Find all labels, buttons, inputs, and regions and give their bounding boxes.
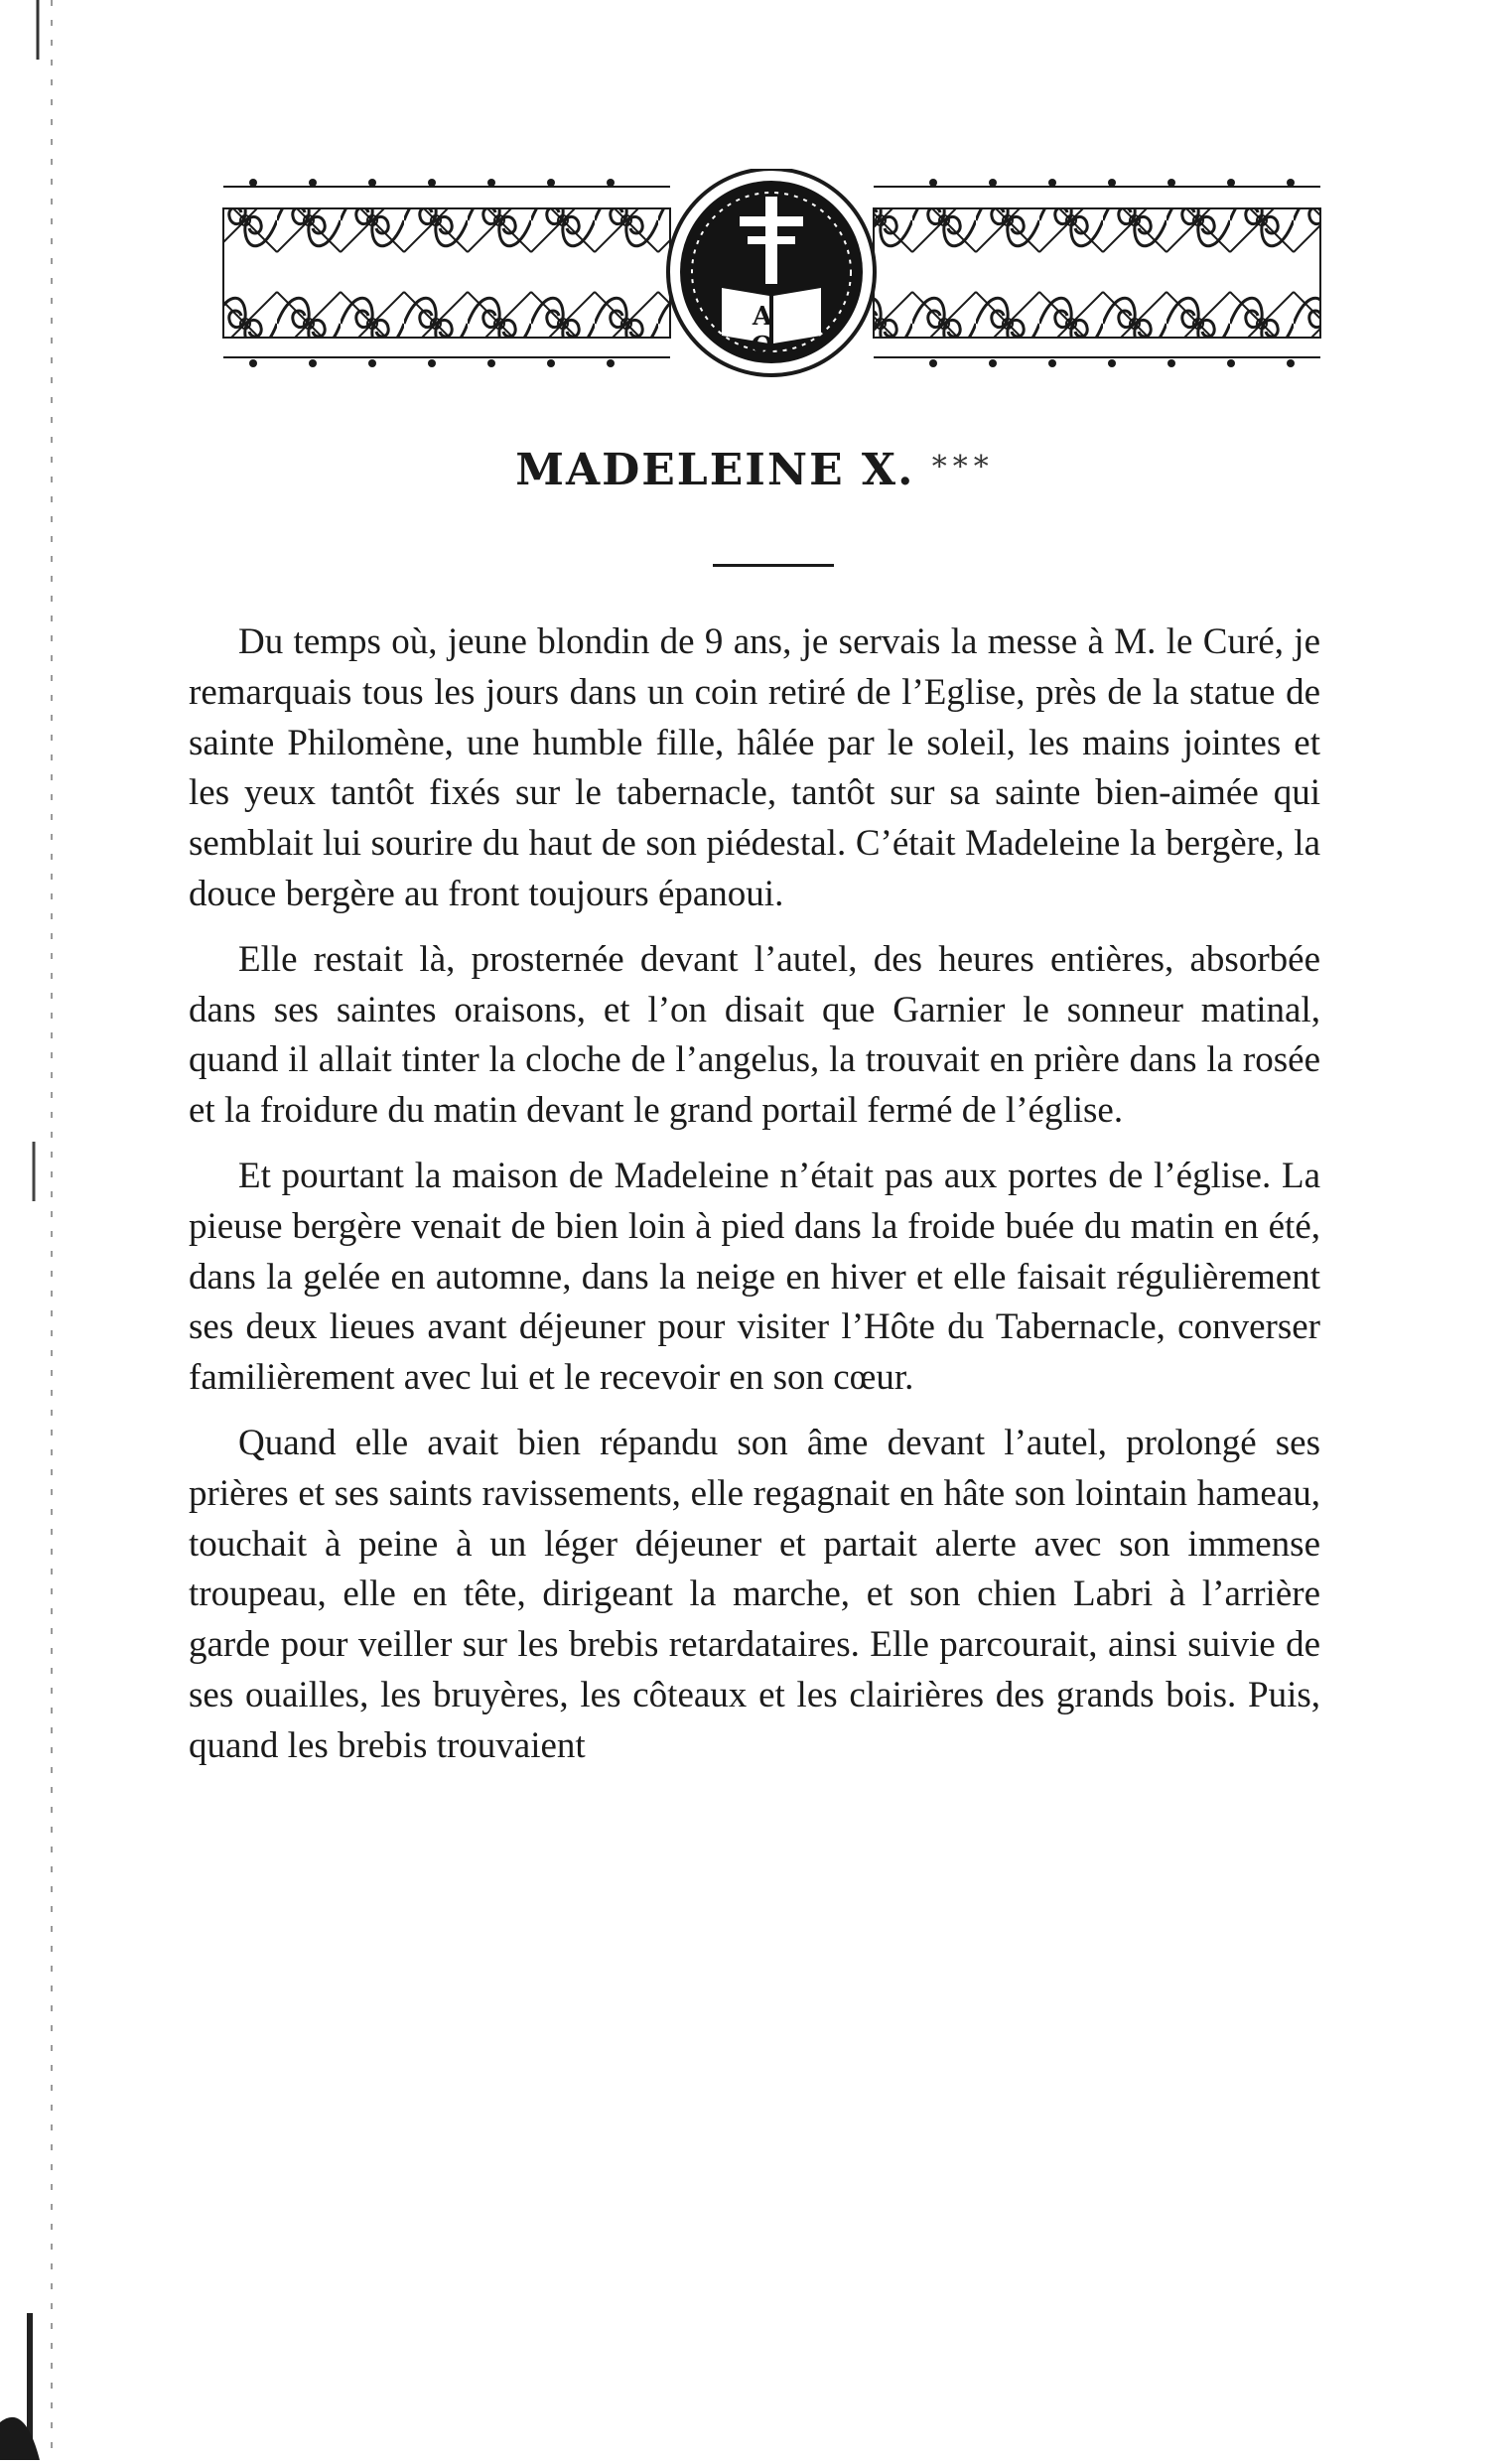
paragraph-3: Et pourtant la maison de Madeleine n’était pas aux portes de l’église. La pieuse bergère venait de bien loin à pied dans la froide buée du matin en été, dans la gelée en automne, dans la neige en hiver et elle faisait régulièrement ses deux lieues avant déjeuner pour visiter l’Hôte du Tabernacle, converser familièrement avec lui et le recevoir en son cœur. bbox=[189, 1155, 1320, 1399]
emblem-letters: Α Ω bbox=[751, 302, 792, 361]
body-text bbox=[189, 617, 1320, 1787]
title-divider bbox=[713, 564, 834, 567]
paragraph-2: Elle restait là, prosternée devant l’autel, des heures entières, absorbée dans ses saintes oraisons, et l’on disait que Garnier le sonneur matinal, quand il allait tinter la cloche de l’angelus, la trouvait en prière dans la rosée et la froidure du matin devant le grand portail fermé de l’église. bbox=[189, 938, 1320, 1132]
chapter-title bbox=[0, 445, 1510, 495]
paragraph-4: Quand elle avait bien répandu son âme devant l’autel, prolongé ses prières et ses saints ravissements, elle regagnait en hâte son lointain hameau, touchait à peine à un léger déjeuner et partait alerte avec son immense troupeau, elle en tête, dirigeant la marche, et son chien Labri à l’arrière garde pour veiller sur les brebis retardataires. Elle parcourait, ainsi suivie de ses ouailles, les bruyères, les côteaux et les clairières des grands bois. Puis, quand les brebis trouvaient bbox=[189, 1422, 1320, 1766]
chapter-title-main: MADELEINE X. bbox=[515, 445, 915, 495]
chapter-title-asterisks: *** bbox=[931, 450, 995, 484]
paragraph-1: Du temps où, jeune blondin de 9 ans, je servais la messe à M. le Curé, je remarquais tous les jours dans un coin retiré de l’Eglise, près de la statue de sainte Philomène, une humble fille, hâlée par le soleil, les mains jointes et les yeux tantôt fixés sur le tabernacle, tantôt sur sa sainte bien-aimée qui semblait lui sourire du haut de son piédestal. C’était Madeleine la bergère, la douce bergère au front toujours épanoui. bbox=[189, 621, 1320, 914]
page-binding-edge bbox=[0, 0, 60, 2460]
header-ornament bbox=[213, 169, 1330, 382]
